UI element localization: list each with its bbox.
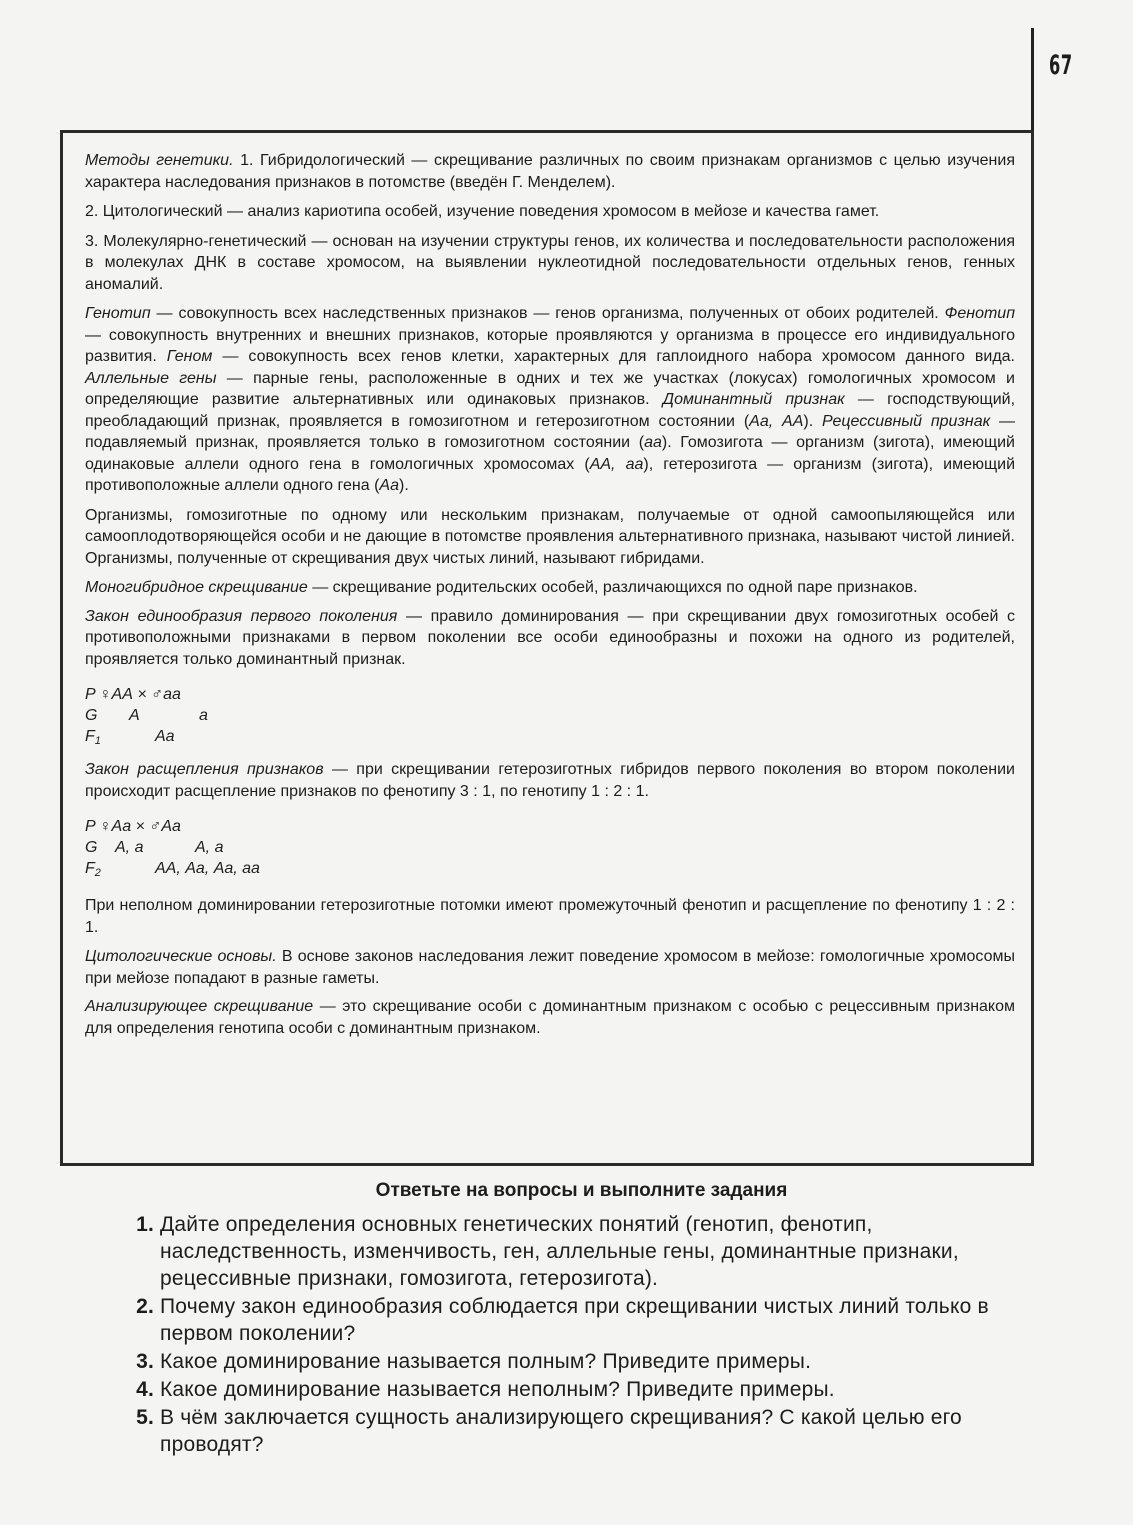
segregation-paragraph — [85, 759, 1015, 802]
scheme1-gamete-1: А — [129, 707, 140, 724]
homozygote-example: АА, аа — [589, 455, 644, 473]
scheme1-gametes — [85, 705, 1015, 726]
question-text: Какое доминирование называется неполным? Приведите примеры. — [160, 1378, 835, 1401]
scheme2-g-label: G — [85, 839, 98, 856]
recessive-text: — подавляемый признак, проявляется только в гомозиготном состоянии ( — [85, 412, 1016, 451]
homozygote-end: ), гетерозигота — организм (зигота), имеющий противоположные аллели одного гена ( — [85, 455, 1016, 494]
incomplete-dominance-paragraph: При неполном доминировании гетерозиготные потомки имеют промежуточный фенотип и расщепление по фенотипу 1 : 2 : 1. — [85, 897, 1015, 936]
genome-text: — совокупность всех генов клетки, характерных для гаплоидного набора хромосом данного вида. — [212, 348, 1015, 365]
methods-paragraph — [85, 150, 1015, 193]
cytological-text: В основе законов наследования лежит поведение хромосом в мейозе: гомологичные хромосомы при мейозе попадают в разные гаметы. — [85, 948, 1016, 987]
uniformity-text: — правило доминирования — при скрещивании двух гомозиготных особей с противоположными признаками в первом поколении все особи единообразны и похожи на одного из родителей, проявляется только доминантный признак. — [85, 607, 1016, 668]
scheme1-f-label: F — [85, 728, 95, 745]
question-number: 1. — [136, 1213, 154, 1236]
question-number: 2. — [136, 1295, 154, 1318]
cross-scheme-1 — [85, 684, 1015, 747]
uniformity-paragraph — [85, 606, 1015, 671]
definitions-paragraph — [85, 303, 1015, 497]
question-text: Какое доминирование называется полным? Приведите примеры. — [160, 1350, 812, 1373]
question-text: В чём заключается сущность анализирующего скрещивания? С какой целью его проводят? — [160, 1406, 962, 1456]
scheme1-g-label: G — [85, 707, 98, 724]
genome-term: Геном — [166, 348, 213, 365]
monohybrid-paragraph — [85, 577, 1015, 599]
segregation-text: — при скрещивании гетерозиготных гибридов первого поколения во втором поколении происходит расщепление признаков по фенотипу 3 : 1, по генотипу 1 : 2 : 1. — [85, 761, 1015, 800]
segregation-term: Закон расщепления признаков — [85, 761, 324, 778]
heterozygote-end: ). — [399, 477, 409, 494]
questions-title: Ответьте на вопросы и выполните задания — [375, 1180, 788, 1201]
question-number: 5. — [136, 1406, 154, 1429]
scheme2-gamete-2: А, а — [195, 839, 224, 856]
testcross-paragraph — [85, 996, 1015, 1039]
genotype-term: Генотип — [85, 305, 151, 322]
phenotype-term: Фенотип — [944, 305, 1015, 322]
alleles-text: — парные гены, расположенные в одних и тех же участках (локусах) гомологичных хромосом и определяющие развитие альтернативных или одинаковых признаков. — [85, 369, 1015, 408]
scheme1-f-sub: 1 — [94, 735, 101, 747]
scheme1-f-label-wrap — [85, 726, 155, 747]
heterozygote-example: Аа — [379, 477, 399, 494]
method3-paragraph: 3. Молекулярно-генетический — основан на изучении структуры генов, их количества и последовательности расположения в молекулах ДНК в составе хромосом, на выявлении нуклеотидной последовательности отдельных генов, генных аномалий. — [85, 232, 1015, 293]
question-item — [112, 1348, 1047, 1375]
dominant-text: — господствующий, преобладающий признак, проявляется в гомозиготном и гетерозиготном состоянии ( — [85, 391, 1016, 430]
phenotype-text: — совокупность внутренних и внешних признаков, которые проявляются у организма в процессе его индивидуального развития. — [85, 326, 1015, 365]
recessive-term: Рецессивный признак — [822, 412, 991, 430]
method2-paragraph: 2. Цитологический — анализ кариотипа особей, изучение поведения хромосом в мейозе и качества гамет. — [85, 203, 880, 220]
question-item — [112, 1376, 1047, 1403]
scheme2-offspring — [85, 858, 1015, 879]
scheme1-offspring — [85, 726, 1015, 747]
question-number: 4. — [136, 1378, 154, 1401]
scheme2-gametes — [85, 837, 1015, 858]
scheme1-gamete-2: а — [199, 707, 208, 724]
dominant-term: Доминантный признак — [662, 391, 845, 408]
theory-box — [60, 130, 1034, 1166]
monohybrid-text: — скрещивание родительских особей, различающихся по одной паре признаков. — [307, 579, 918, 596]
cytological-term: Цитологические основы. — [85, 948, 277, 965]
dominant-end: ). — [803, 412, 823, 430]
scheme2-f-value: АА, Аа, Аа, аа — [155, 860, 260, 877]
alleles-term: Аллельные гены — [85, 369, 217, 387]
uniformity-term: Закон единообразия первого поколения — [85, 607, 398, 625]
question-item — [112, 1404, 1047, 1458]
dominant-example: Аа, АА — [749, 412, 804, 430]
testcross-term: Анализирующее скрещивание — [85, 998, 314, 1015]
page-number: 67 — [1049, 50, 1073, 81]
methods-text: 1. Гибридологический — скрещивание различных по своим признакам организмов с целью изучения характера наследования признаков в потомстве (введён Г. Менделем). — [85, 152, 1015, 191]
methods-term: Методы генетики. — [85, 152, 234, 169]
scheme2-gamete-1: А, а — [115, 839, 144, 856]
pure-lines-paragraph: Организмы, гомозиготные по одному или нескольким признакам, получаемые от одной самоопыляющейся или самооплодотворяющейся особи и не дающие в потомстве проявления альтернативного признака, называют чистой линией. Организмы, полученные от скрещивания двух чистых линий, называют гибридами. — [85, 506, 1015, 567]
cytological-paragraph — [85, 946, 1015, 989]
question-number: 3. — [136, 1350, 154, 1373]
scheme1-f-value: Аа — [155, 728, 175, 745]
genotype-text: — совокупность всех наследственных признаков — генов организма, полученных от обоих родителей. — [150, 305, 945, 322]
monohybrid-term: Моногибридное скрещивание — [85, 579, 308, 596]
scheme2-f-label-wrap — [85, 858, 155, 879]
scheme2-f-label: F — [85, 860, 95, 877]
question-item — [112, 1211, 1047, 1292]
cross-scheme-2 — [85, 816, 1015, 879]
questions-list — [112, 1211, 1047, 1459]
recessive-example: аа — [644, 434, 662, 451]
question-text: Почему закон единообразия соблюдается при скрещивании чистых линий только в первом поколении? — [160, 1295, 989, 1345]
recessive-end: ). Гомозигота — организм (зигота), имеющий одинаковые аллели одного гена в гомологичных хромосомах ( — [85, 434, 1015, 473]
testcross-text: — это скрещивание особи с доминантным признаком с особью с рецессивным признаком для определения генотипа особи с доминантным признаком. — [85, 998, 1015, 1037]
question-text: Дайте определения основных генетических понятий (генотип, фенотип, наследственность, изменчивость, ген, аллельные гены, доминантные признаки, рецессивные признаки, гомозигота, гетерозигота). — [160, 1213, 959, 1290]
scheme2-f-sub: 2 — [94, 867, 101, 879]
margin-line — [1031, 28, 1034, 132]
question-item — [112, 1293, 1047, 1347]
scheme2-parents: P ♀Аа × ♂Аа — [85, 818, 181, 835]
scheme1-parents: P ♀АА × ♂аа — [85, 686, 181, 703]
